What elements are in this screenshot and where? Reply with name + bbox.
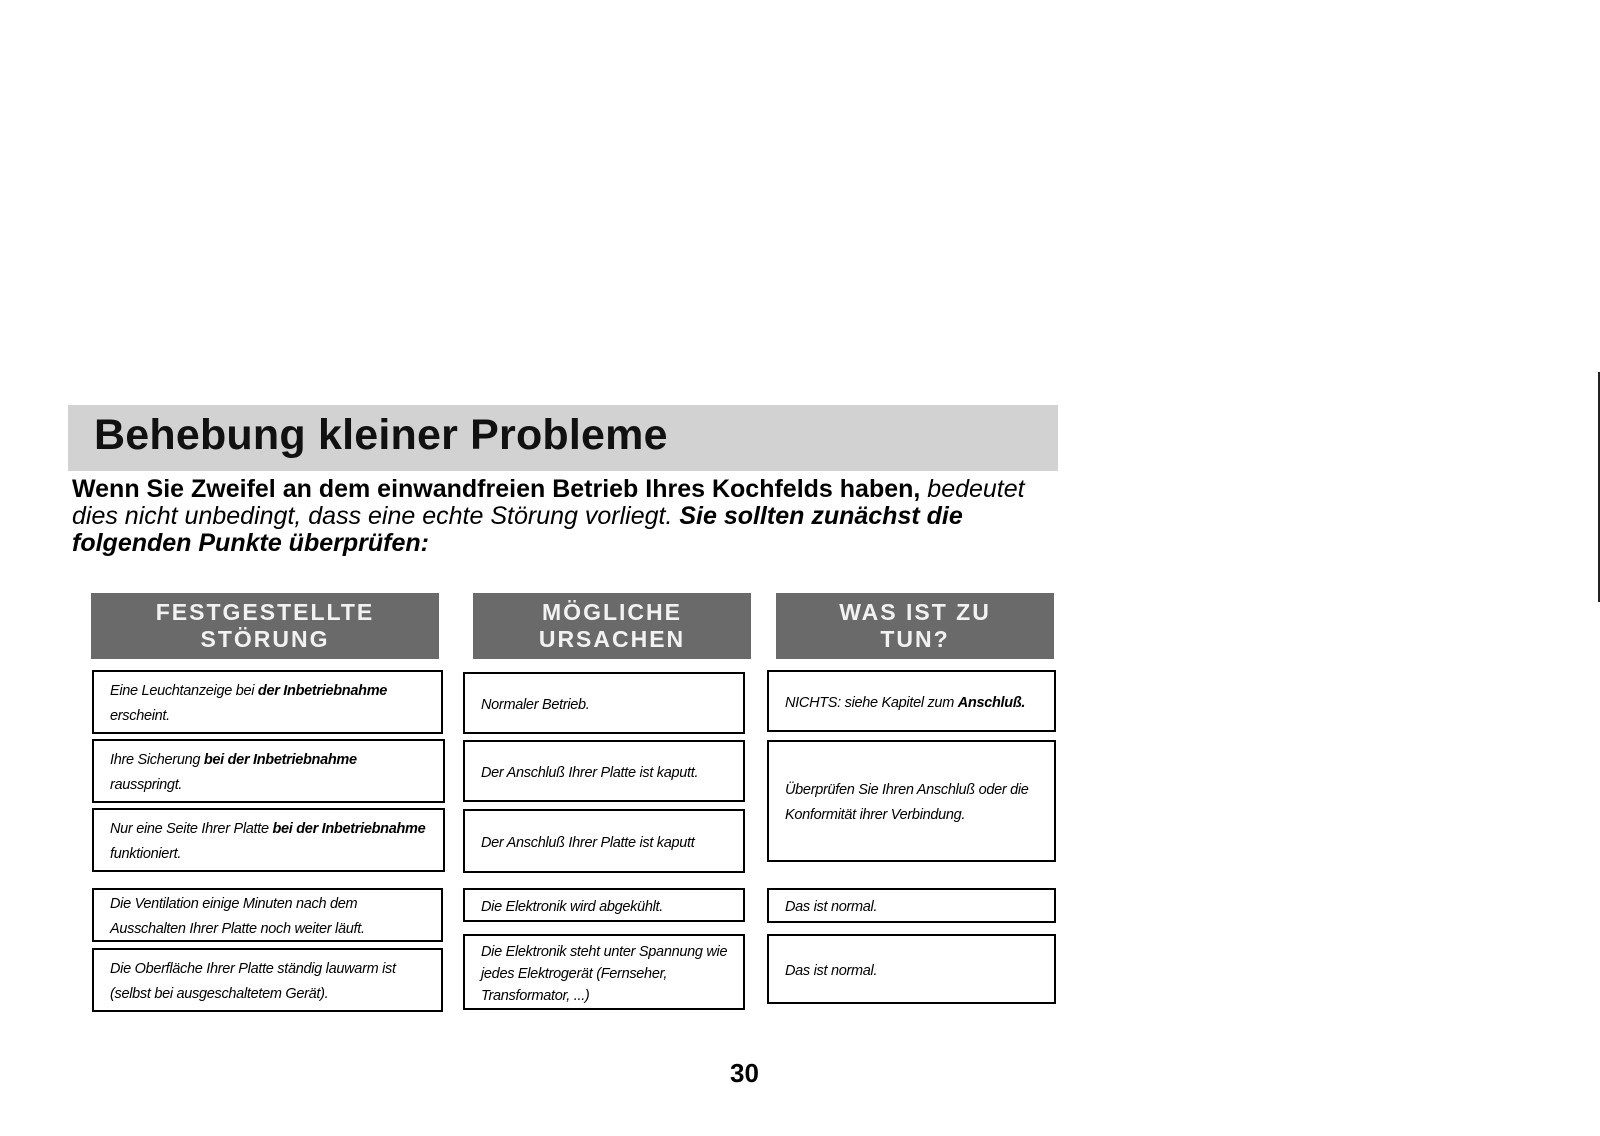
ursache-cell (463, 740, 745, 802)
header-col1-line2: STÖRUNG (200, 626, 330, 652)
page-title: Behebung kleiner Probleme (94, 411, 668, 459)
ursache-text: Der Anschluß Ihrer Platte ist kaputt. (481, 764, 699, 781)
header-was-ist-zu-tun (776, 593, 1054, 659)
header-festgestellte-stoerung (91, 593, 439, 659)
ursache-text: Die Elektronik steht unter Spannung wie jedes Elektrogerät (Fernseher, Transformator, ...) (481, 944, 728, 1004)
page-number: 30 (730, 1058, 759, 1088)
ursache-text: Die Elektronik wird abgekühlt. (481, 898, 664, 915)
massnahme-text: Überprüfen Sie Ihren Anschluß oder die Konformität ihrer Verbindung. (785, 782, 1029, 823)
stoerung-text-end: erscheint. (110, 708, 170, 724)
massnahme-cell (767, 740, 1056, 862)
ursache-cell (463, 934, 745, 1010)
stoerung-text-bold: bei der Inbetriebnahme (272, 821, 426, 837)
intro-bold-italic-tail: Sie sollten zunächst die folgenden Punkte überprüfen: (72, 502, 963, 557)
header-col2-line2: URSACHEN (538, 626, 686, 652)
stoerung-text-bold: bei der Inbetriebnahme (203, 752, 357, 768)
stoerung-text: Nur eine Seite Ihrer Platte (110, 821, 273, 837)
header-moegliche-ursachen (473, 593, 751, 659)
stoerung-text-bold: der Inbetriebnahme (257, 683, 388, 699)
ursache-cell (463, 809, 745, 873)
stoerung-cell (92, 670, 443, 734)
header-col3-line1: WAS IST ZU (839, 599, 991, 625)
stoerung-cell (92, 808, 445, 872)
massnahme-text-bold: Anschluß. (957, 694, 1026, 711)
stoerung-cell (92, 739, 445, 803)
header-col2-line1: MÖGLICHE (542, 599, 682, 625)
stoerung-text: Ihre Sicherung (110, 752, 204, 768)
ursache-text: Normaler Betrieb. (481, 696, 590, 713)
stoerung-text-end: funktioniert. (110, 846, 182, 862)
ursache-cell (463, 672, 745, 734)
intro-paragraph (72, 476, 1032, 557)
intro-italic-mid: bedeutet dies nicht unbedingt, dass eine echte Störung vorliegt. (72, 475, 1025, 530)
ursache-cell (463, 888, 745, 922)
ursache-text: Der Anschluß Ihrer Platte ist kaputt (481, 834, 695, 851)
massnahme-cell (767, 888, 1056, 923)
stoerung-cell (92, 948, 443, 1012)
header-col3-line2: TUN? (880, 626, 950, 652)
massnahme-cell (767, 934, 1056, 1004)
stoerung-text-end: rausspringt. (110, 777, 183, 793)
stoerung-text: Die Oberfläche Ihrer Platte ständig lauwarm ist (selbst bei ausgeschaltetem Gerät). (110, 961, 396, 1002)
header-col1-line1: FESTGESTELLTE (155, 599, 375, 625)
stoerung-text: Die Ventilation einige Minuten nach dem Ausschalten Ihrer Platte noch weiter läuft. (110, 896, 365, 937)
massnahme-text: Das ist normal. (785, 899, 878, 915)
massnahme-text: NICHTS: siehe Kapitel zum (785, 694, 958, 711)
massnahme-text: Das ist normal. (785, 962, 878, 979)
massnahme-cell (767, 670, 1056, 732)
stoerung-text: Eine Leuchtanzeige bei (110, 683, 258, 699)
intro-bold-lead: Wenn Sie Zweifel an dem einwandfreien Betrieb Ihres Kochfelds haben, (72, 475, 921, 503)
stoerung-cell (92, 888, 443, 942)
